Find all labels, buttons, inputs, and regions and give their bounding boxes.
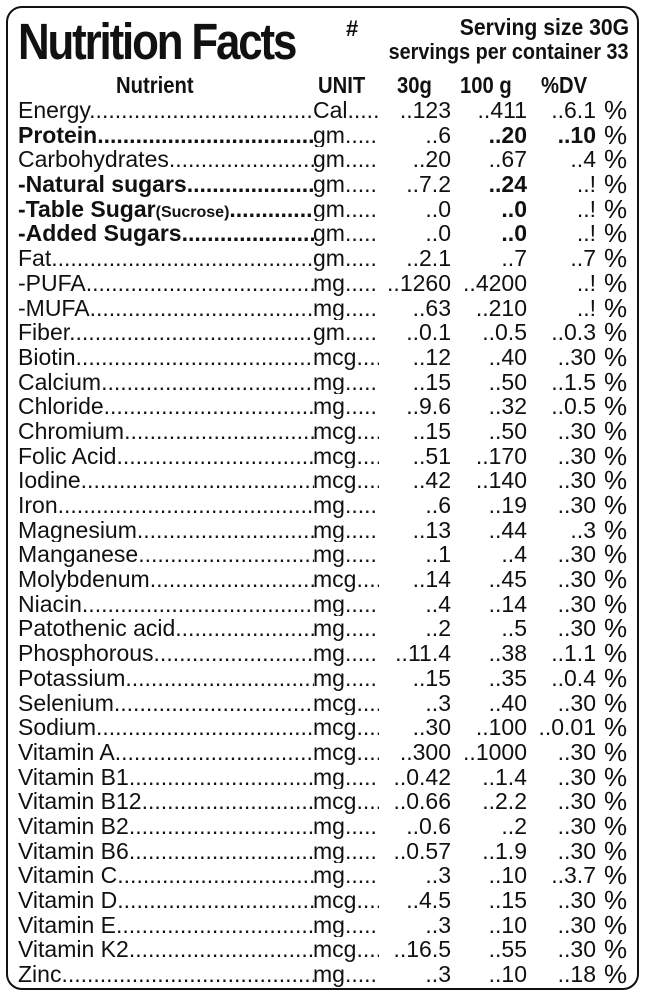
table-row <box>8 542 637 567</box>
nutrient-unit: mcg ..... <box>313 937 379 962</box>
col-header-nutrient: Nutrient <box>116 72 194 98</box>
nutrient-name: Vitamin B1 ..... <box>18 765 314 790</box>
value-30g: ..0.57 <box>393 838 451 864</box>
percent-symbol: % <box>604 98 628 123</box>
value-dv: ..! <box>576 270 596 296</box>
nutrient-unit: mg. ..... <box>313 296 379 321</box>
value-30g: ..0.42 <box>393 764 451 790</box>
percent-symbol: % <box>604 616 628 642</box>
nutrient-table <box>8 98 637 987</box>
value-dv: ..30 <box>557 418 596 444</box>
nutrient-unit: mcg ..... <box>313 567 379 592</box>
table-row <box>8 444 637 469</box>
value-100g: ..2 <box>501 813 527 839</box>
value-dv: ..1.1 <box>551 641 596 666</box>
col-header-100g: 100 g <box>460 72 512 98</box>
nutrient-unit: mg. ..... <box>313 666 379 691</box>
value-dv: ..6.1 <box>551 98 596 123</box>
value-30g: ..0.1 <box>406 320 451 345</box>
percent-symbol: % <box>604 394 628 419</box>
value-dv: ..30 <box>557 344 596 370</box>
table-row <box>8 691 637 716</box>
nutrient-unit: gm. ..... <box>313 246 379 271</box>
table-row <box>8 221 637 246</box>
table-row <box>8 592 637 617</box>
value-100g: ..1.9 <box>482 838 527 864</box>
nutrient-name: -Table Sugar(Sucrose) ..... <box>18 197 314 226</box>
value-100g: ..55 <box>488 937 527 963</box>
table-row <box>8 715 637 740</box>
table-row <box>8 765 637 790</box>
nutrient-unit: gm. ..... <box>313 147 379 172</box>
value-dv: ..! <box>576 221 596 247</box>
table-row <box>8 789 637 814</box>
table-row <box>8 493 637 518</box>
value-100g: ..14 <box>488 591 527 617</box>
percent-symbol: % <box>604 912 628 938</box>
value-dv: ..30 <box>557 937 596 963</box>
value-30g: ..0.66 <box>393 789 451 814</box>
value-30g: ..16.5 <box>393 937 451 963</box>
value-100g: ..45 <box>488 567 527 592</box>
value-30g: ..2 <box>425 616 451 642</box>
value-dv: ..30 <box>557 739 596 765</box>
table-row <box>8 419 637 444</box>
nutrient-name: Protein ..... <box>18 123 314 148</box>
percent-symbol: % <box>604 270 628 296</box>
value-30g: ..15 <box>412 418 451 444</box>
percent-symbol: % <box>604 591 628 617</box>
nutrient-name: Vitamin B6 ..... <box>18 839 314 864</box>
percent-symbol: % <box>604 715 628 740</box>
table-row <box>8 567 637 592</box>
table-row <box>8 345 637 370</box>
nutrient-note: (Sucrose) <box>155 203 230 221</box>
percent-symbol: % <box>604 962 628 987</box>
value-100g: ..40 <box>488 690 527 716</box>
value-dv: ..10 <box>557 122 596 148</box>
nutrient-name: Energy ..... <box>18 98 314 123</box>
value-100g: ..10 <box>488 912 527 938</box>
value-30g: ..0 <box>425 221 451 247</box>
table-row <box>8 814 637 839</box>
hash-mark: # <box>346 16 359 41</box>
nutrient-name: Vitamin A ..... <box>18 740 314 765</box>
nutrient-unit: mg. ..... <box>313 839 379 864</box>
nutrient-unit: mg. ..... <box>313 493 379 518</box>
value-dv: ..30 <box>557 443 596 469</box>
nutrient-unit: mg. ..... <box>313 641 379 666</box>
nutrient-name: Vitamin E ..... <box>18 913 314 938</box>
value-100g: ..210 <box>475 295 527 321</box>
table-row <box>8 913 637 938</box>
nutrient-unit: mg. ..... <box>313 962 379 987</box>
percent-symbol: % <box>604 888 628 913</box>
percent-symbol: % <box>604 196 628 222</box>
percent-symbol: % <box>604 418 628 444</box>
nutrient-name: Vitamin C ..... <box>18 863 314 888</box>
value-100g: ..140 <box>475 468 527 494</box>
percent-symbol: % <box>604 172 628 197</box>
value-30g: ..2.1 <box>406 246 451 271</box>
value-dv: ..30 <box>557 616 596 642</box>
col-header-30g: 30g <box>397 72 432 98</box>
nutrient-name: Fat ..... <box>18 246 314 271</box>
table-row <box>8 98 637 123</box>
percent-symbol: % <box>604 320 628 345</box>
percent-symbol: % <box>604 665 628 691</box>
value-100g: ..35 <box>488 665 527 691</box>
nutrient-name: Potassium ..... <box>18 666 314 691</box>
table-row <box>8 666 637 691</box>
value-dv: ..18 <box>557 962 596 987</box>
percent-symbol: % <box>604 863 628 889</box>
value-30g: ..6 <box>425 122 451 148</box>
value-dv: ..3 <box>570 517 596 543</box>
percent-symbol: % <box>604 937 628 963</box>
value-dv: ..30 <box>557 912 596 938</box>
value-30g: ..20 <box>412 147 451 173</box>
nutrient-name: -Natural sugars ..... <box>18 172 314 197</box>
percent-symbol: % <box>604 221 628 247</box>
value-100g: ..4200 <box>463 270 527 296</box>
table-row <box>8 197 637 222</box>
nutrient-name: Fiber ..... <box>18 320 314 345</box>
value-dv: ..30 <box>557 764 596 790</box>
nutrient-name: Selenium ..... <box>18 691 314 716</box>
value-dv: ..30 <box>557 542 596 568</box>
nutrient-name: Zinc ..... <box>18 962 314 987</box>
value-dv: ..1.5 <box>551 369 596 395</box>
value-30g: ..51 <box>412 443 451 469</box>
nutrient-unit: mcg ..... <box>313 715 379 740</box>
table-row <box>8 962 637 987</box>
nutrient-name: Chloride ..... <box>18 394 314 419</box>
nutrient-name: Carbohydrates ..... <box>18 147 314 172</box>
nutrient-name: Niacin ..... <box>18 592 314 617</box>
value-30g: ..9.6 <box>406 394 451 419</box>
value-30g: ..15 <box>412 369 451 395</box>
value-dv: ..! <box>576 295 596 321</box>
percent-symbol: % <box>604 838 628 864</box>
table-row <box>8 468 637 493</box>
percent-symbol: % <box>604 147 628 173</box>
nutrient-name: Iodine ..... <box>18 468 314 493</box>
nutrient-name: Chromium ..... <box>18 419 314 444</box>
value-30g: ..3 <box>425 690 451 716</box>
value-dv: ..0.01 <box>538 715 596 740</box>
nutrient-unit: mcg ..... <box>313 740 379 765</box>
nutrient-unit: mg. ..... <box>313 370 379 395</box>
value-30g: ..30 <box>412 715 451 740</box>
value-dv: ..7 <box>570 246 596 271</box>
value-dv: ..4 <box>570 147 596 173</box>
nutrient-name: Iron ..... <box>18 493 314 518</box>
value-100g: ..411 <box>477 98 527 123</box>
table-row <box>8 740 637 765</box>
table-row <box>8 394 637 419</box>
nutrient-unit: mcg ..... <box>313 888 379 913</box>
percent-symbol: % <box>604 641 628 666</box>
value-dv: ..! <box>576 172 596 197</box>
percent-symbol: % <box>604 764 628 790</box>
nutrient-unit: mcg ..... <box>313 468 379 493</box>
percent-symbol: % <box>604 443 628 469</box>
table-row <box>8 172 637 197</box>
value-100g: ..67 <box>488 147 527 173</box>
value-dv: ..30 <box>557 591 596 617</box>
table-row <box>8 370 637 395</box>
table-row <box>8 888 637 913</box>
servings-per-container: servings per container 33 <box>389 39 629 64</box>
percent-symbol: % <box>604 517 628 543</box>
table-row <box>8 641 637 666</box>
percent-symbol: % <box>604 344 628 370</box>
percent-symbol: % <box>604 369 628 395</box>
value-dv: ..30 <box>557 493 596 518</box>
nutrient-unit: mg. ..... <box>313 394 379 419</box>
value-30g: ..4 <box>425 591 451 617</box>
value-dv: ..! <box>576 196 596 222</box>
value-dv: ..30 <box>557 813 596 839</box>
value-100g: ..50 <box>488 369 527 395</box>
percent-symbol: % <box>604 493 628 518</box>
nutrient-name: Vitamin B2 ..... <box>18 814 314 839</box>
value-dv: ..30 <box>557 468 596 494</box>
table-row <box>8 271 637 296</box>
nutrient-unit: mg. ..... <box>313 863 379 888</box>
value-dv: ..0.4 <box>551 665 596 691</box>
value-30g: ..63 <box>412 295 451 321</box>
value-100g: ..15 <box>488 888 527 913</box>
value-30g: ..7.2 <box>406 172 451 197</box>
value-dv: ..30 <box>557 789 596 814</box>
value-30g: ..1 <box>425 542 451 568</box>
table-row <box>8 616 637 641</box>
nutrition-label <box>6 6 639 990</box>
value-100g: ..0 <box>501 196 527 222</box>
value-30g: ..1260 <box>387 270 451 296</box>
table-row <box>8 518 637 543</box>
table-row <box>8 863 637 888</box>
value-100g: ..0.5 <box>482 320 527 345</box>
value-dv: ..0.5 <box>551 394 596 419</box>
value-dv: ..30 <box>557 567 596 592</box>
percent-symbol: % <box>604 295 628 321</box>
value-100g: ..40 <box>488 344 527 370</box>
value-30g: ..3 <box>425 863 451 889</box>
value-dv: ..0.3 <box>551 320 596 345</box>
nutrient-unit: mcg ..... <box>313 345 379 370</box>
value-30g: ..6 <box>425 493 451 518</box>
value-dv: ..3.7 <box>551 863 596 889</box>
nutrient-unit: mg. ..... <box>313 271 379 296</box>
table-row <box>8 147 637 172</box>
nutrient-unit: mg. ..... <box>313 616 379 641</box>
value-100g: ..32 <box>488 394 527 419</box>
table-row <box>8 246 637 271</box>
nutrient-unit: mcg ..... <box>313 789 379 814</box>
value-30g: ..42 <box>412 468 451 494</box>
value-100g: ..19 <box>488 493 527 518</box>
value-30g: ..4.5 <box>406 888 451 913</box>
table-row <box>8 296 637 321</box>
value-30g: ..3 <box>425 962 451 987</box>
col-header-dv: %DV <box>541 72 588 98</box>
nutrient-unit: mg. ..... <box>313 592 379 617</box>
percent-symbol: % <box>604 468 628 494</box>
nutrient-unit: mg. ..... <box>313 542 379 567</box>
value-100g: ..4 <box>501 542 527 568</box>
nutrient-name: Molybdenum ..... <box>18 567 314 592</box>
table-row <box>8 123 637 148</box>
nutrient-name: Vitamin B12 ..... <box>18 789 314 814</box>
value-100g: ..50 <box>488 418 527 444</box>
col-header-unit: UNIT <box>318 72 366 98</box>
value-30g: ..11.4 <box>395 641 451 666</box>
nutrient-name: Manganese ..... <box>18 542 314 567</box>
value-100g: ..1000 <box>463 739 527 765</box>
nutrient-unit: Cal. ..... <box>313 98 379 123</box>
nutrient-name: Patothenic acid ..... <box>18 616 314 641</box>
value-30g: ..0 <box>425 196 451 222</box>
value-30g: ..0.6 <box>406 813 451 839</box>
value-100g: ..10 <box>488 863 527 889</box>
nutrient-name: -Added Sugars ..... <box>18 221 314 246</box>
serving-size: Serving size 30G <box>459 14 629 40</box>
value-100g: ..38 <box>488 641 527 666</box>
label-title: Nutrition Facts <box>18 13 296 70</box>
value-100g: ..0 <box>501 221 527 247</box>
table-row <box>8 839 637 864</box>
value-100g: ..10 <box>488 962 527 987</box>
nutrient-name: -MUFA ..... <box>18 296 314 321</box>
percent-symbol: % <box>604 690 628 716</box>
nutrient-unit: gm. ..... <box>313 221 379 246</box>
value-100g: ..24 <box>488 172 527 197</box>
nutrient-unit: mcg ..... <box>313 419 379 444</box>
value-30g: ..3 <box>425 912 451 938</box>
value-30g: ..15 <box>412 665 451 691</box>
nutrient-unit: mg. ..... <box>313 765 379 790</box>
value-30g: ..13 <box>412 517 451 543</box>
percent-symbol: % <box>604 813 628 839</box>
value-dv: ..30 <box>557 838 596 864</box>
percent-symbol: % <box>604 739 628 765</box>
nutrient-name: Biotin ..... <box>18 345 314 370</box>
value-100g: ..7 <box>501 246 527 271</box>
nutrient-name: Folic Acid ..... <box>18 444 314 469</box>
nutrient-unit: gm. ..... <box>313 320 379 345</box>
nutrient-unit: mg. ..... <box>313 518 379 543</box>
value-30g: ..12 <box>412 344 451 370</box>
nutrient-name: Phosphorous ..... <box>18 641 314 666</box>
table-row <box>8 320 637 345</box>
nutrient-unit: mg. ..... <box>313 814 379 839</box>
value-100g: ..5 <box>501 616 527 642</box>
nutrient-unit: mg. ..... <box>313 913 379 938</box>
percent-symbol: % <box>604 789 628 814</box>
nutrient-name: Sodium ..... <box>18 715 314 740</box>
nutrient-name: -PUFA ..... <box>18 271 314 296</box>
value-100g: ..170 <box>475 443 527 469</box>
value-30g: ..123 <box>399 98 451 123</box>
nutrient-name: Vitamin D ..... <box>18 888 314 913</box>
nutrient-unit: gm. ..... <box>313 172 379 197</box>
percent-symbol: % <box>604 567 628 592</box>
value-100g: ..2.2 <box>482 789 527 814</box>
percent-symbol: % <box>604 246 628 271</box>
value-100g: ..1.4 <box>482 764 527 790</box>
table-row <box>8 937 637 962</box>
value-100g: ..100 <box>475 715 527 740</box>
nutrient-name: Calcium ..... <box>18 370 314 395</box>
value-dv: ..30 <box>557 888 596 913</box>
value-30g: ..14 <box>412 567 451 592</box>
nutrient-name: Vitamin K2 ..... <box>18 937 314 962</box>
value-100g: ..20 <box>488 122 527 148</box>
value-30g: ..300 <box>399 739 451 765</box>
nutrient-unit: mcg ..... <box>313 444 379 469</box>
value-dv: ..30 <box>557 690 596 716</box>
nutrient-unit: mcg ..... <box>313 691 379 716</box>
value-100g: ..44 <box>488 517 527 543</box>
nutrient-name: Magnesium ..... <box>18 518 314 543</box>
nutrient-unit: gm. ..... <box>313 123 379 148</box>
percent-symbol: % <box>604 542 628 568</box>
nutrient-unit: gm. ..... <box>313 197 379 222</box>
percent-symbol: % <box>604 122 628 148</box>
